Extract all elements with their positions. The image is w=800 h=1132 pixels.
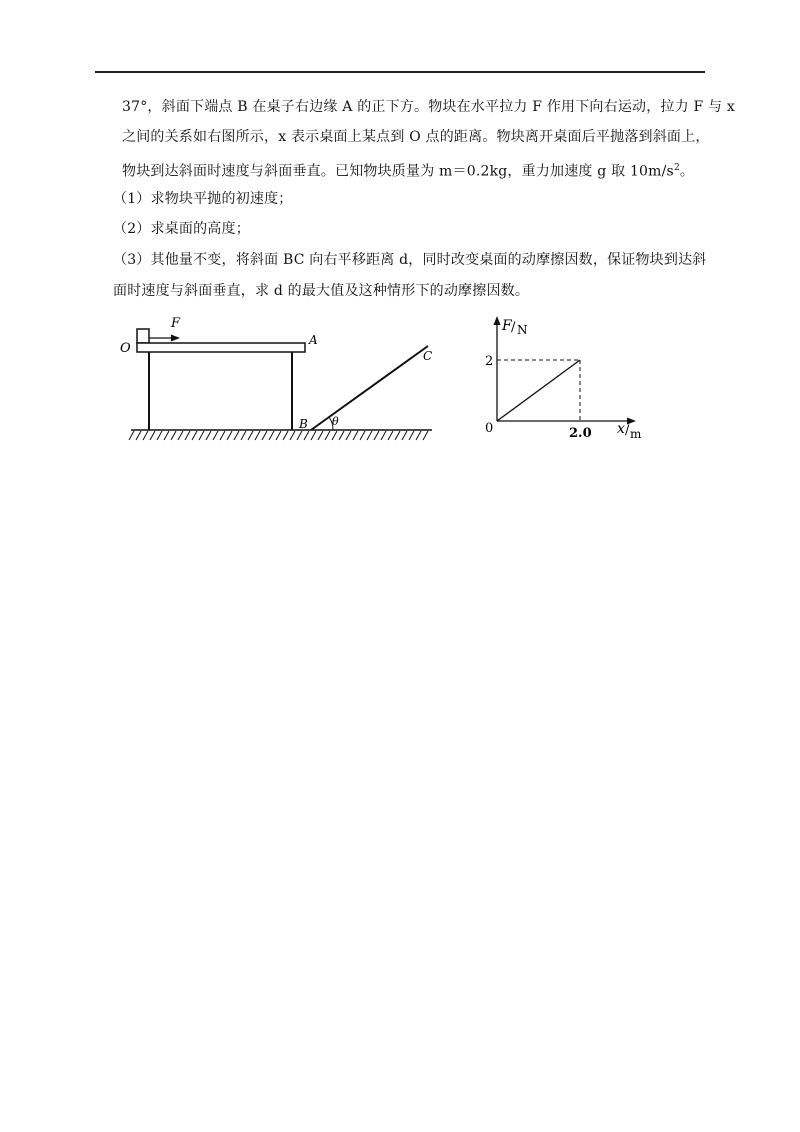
force-line xyxy=(497,360,580,421)
x-axis-slash: / xyxy=(625,423,630,438)
hatch-mark xyxy=(206,431,211,440)
force-position-graph xyxy=(485,316,642,441)
hatch-mark xyxy=(395,431,400,440)
question-1: （1）求物块平抛的初速度； xyxy=(113,191,293,207)
label-c: C xyxy=(423,349,433,363)
hatch-mark xyxy=(290,431,295,440)
question-2: （2）求桌面的高度； xyxy=(113,221,250,237)
label-f: F xyxy=(171,316,181,331)
x-axis-label: x xyxy=(617,421,625,437)
hatch-mark xyxy=(164,431,169,440)
y-axis-slash: / xyxy=(511,320,516,335)
ground-hatching xyxy=(129,431,428,440)
hatch-mark xyxy=(248,431,253,440)
hatch-mark xyxy=(409,431,414,440)
label-a: A xyxy=(309,333,318,347)
question-3-line-2: 面时速度与斜面垂直，求 d 的最大值及这种情形下的动摩擦因数。 xyxy=(113,283,530,299)
hatch-mark xyxy=(269,431,274,440)
hatch-mark xyxy=(150,431,155,440)
hatch-mark xyxy=(388,431,393,440)
table-top xyxy=(137,343,305,352)
force-arrowhead xyxy=(171,335,180,342)
hatch-mark xyxy=(227,431,232,440)
hatch-mark xyxy=(220,431,225,440)
hatch-mark xyxy=(178,431,183,440)
incline-bc xyxy=(311,346,428,430)
hatch-mark xyxy=(402,431,407,440)
hatch-mark xyxy=(262,431,267,440)
hatch-mark xyxy=(318,431,323,440)
paragraph-line-2: 之间的关系如右图所示，x 表示桌面上某点到 O 点的距离。物块离开桌面后平抛落到斜面上， xyxy=(122,129,710,145)
hatch-mark xyxy=(157,431,162,440)
label-o: O xyxy=(120,341,131,356)
hatch-mark xyxy=(325,431,330,440)
hatch-mark xyxy=(353,431,358,440)
hatch-mark xyxy=(136,431,141,440)
exponent: 2 xyxy=(673,163,680,173)
hatch-mark xyxy=(304,431,309,440)
paragraph-line-1: 37°，斜面下端点 B 在桌子右边缘 A 的正下方。物块在水平拉力 F 作用下向右运动，拉力 F 与 x xyxy=(122,99,735,115)
hatch-mark xyxy=(283,431,288,440)
x-tick-label: 2.0 xyxy=(569,426,592,441)
hatch-mark xyxy=(311,431,316,440)
y-axis-arrowhead xyxy=(494,316,501,325)
hatch-mark xyxy=(367,431,372,440)
hatch-mark xyxy=(129,431,134,440)
hatch-mark xyxy=(423,431,428,440)
hatch-mark xyxy=(381,431,386,440)
hatch-mark xyxy=(339,431,344,440)
table-incline-diagram xyxy=(120,316,432,440)
hatch-mark xyxy=(185,431,190,440)
paragraph-line-3-end: 。 xyxy=(679,163,695,180)
hatch-mark xyxy=(241,431,246,440)
y-axis-unit: N xyxy=(517,323,528,337)
hatch-mark xyxy=(234,431,239,440)
hatch-mark xyxy=(213,431,218,440)
hatch-mark xyxy=(171,431,176,440)
hatch-mark xyxy=(276,431,281,440)
hatch-mark xyxy=(332,431,337,440)
label-b: B xyxy=(299,417,308,431)
hatch-mark xyxy=(297,431,302,440)
hatch-mark xyxy=(360,431,365,440)
origin-label: 0 xyxy=(485,421,494,436)
question-3-line-1: （3）其他量不变，将斜面 BC 向右平移距离 d，同时改变桌面的动摩擦因数，保证物块到达斜 xyxy=(113,252,707,268)
hatch-mark xyxy=(255,431,260,440)
y-axis-label: F xyxy=(502,318,512,334)
hatch-mark xyxy=(346,431,351,440)
hatch-mark xyxy=(374,431,379,440)
x-axis-unit: m xyxy=(630,427,642,441)
block xyxy=(137,329,149,343)
hatch-mark xyxy=(416,431,421,440)
y-tick-label: 2 xyxy=(485,354,494,369)
hatch-mark xyxy=(199,431,204,440)
hatch-mark xyxy=(143,431,148,440)
paragraph-line-3-main: 物块到达斜面时速度与斜面垂直。已知物块质量为 m＝0.2kg，重力加速度 g 取 10m/s xyxy=(122,163,674,180)
figures xyxy=(0,0,800,470)
label-theta: θ xyxy=(332,415,339,428)
hatch-mark xyxy=(192,431,197,440)
